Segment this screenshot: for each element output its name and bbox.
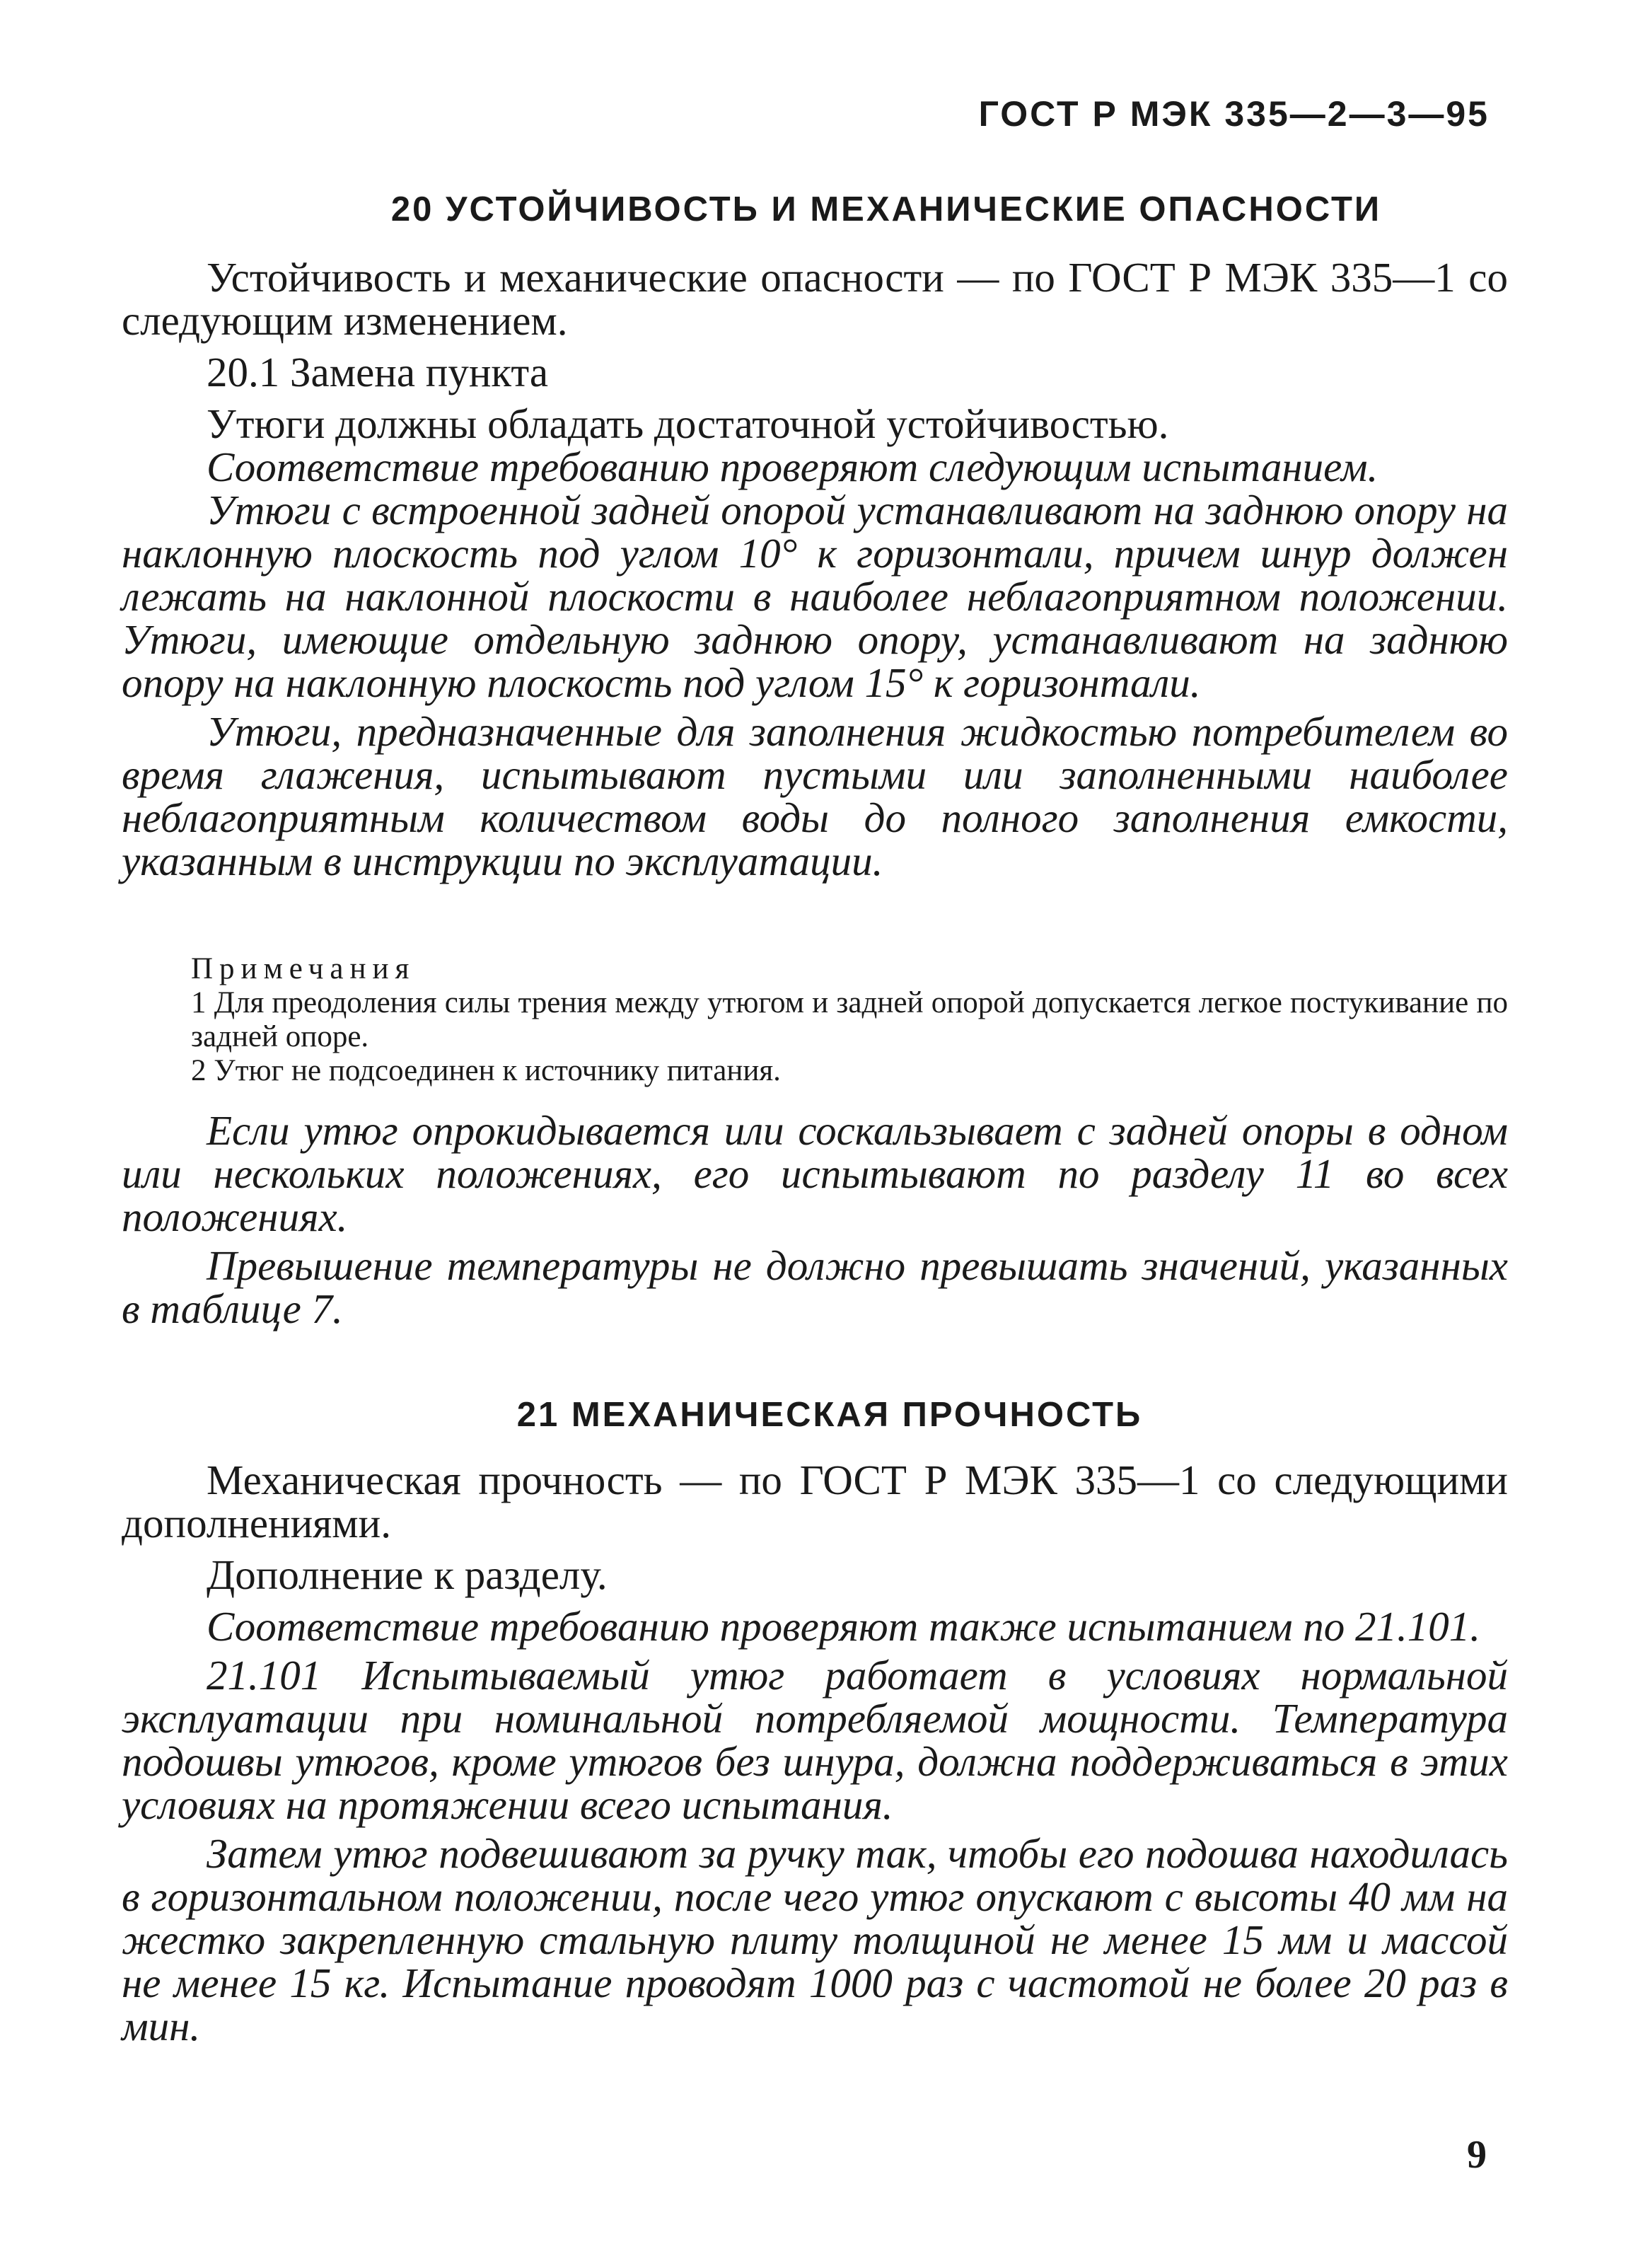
paragraph-temperature-rise: Превышение температуры не должно превышать значений, указанных в таблице 7. bbox=[122, 1242, 1508, 1332]
notes-block bbox=[191, 952, 1508, 1088]
section-20-heading: 20 УСТОЙЧИВОСТЬ И МЕХАНИЧЕСКИЕ ОПАСНОСТИ bbox=[390, 190, 1382, 228]
paragraph-stability-requirement: Утюги должны обладать достаточной устойчивостью. bbox=[207, 400, 1169, 447]
paragraph-compliance-also: Соответствие требованию проверяют также испытанием по 21.101. bbox=[207, 1603, 1481, 1650]
section-20-intro: Устойчивость и механические опасности — по ГОСТ Р МЭК 335—1 со следующим изменением. bbox=[122, 254, 1508, 344]
paragraph-section-addition: Дополнение к разделу. bbox=[207, 1551, 608, 1598]
clause-21-101: 21.101 Испытываемый утюг работает в условиях нормальной эксплуатации при номинальной потребляемой мощности. Температура подошвы утюгов, кроме утюгов без шнура, должна поддерживаться в этих условиях на протяжении всего испытания. bbox=[122, 1652, 1508, 1828]
paragraph-rear-support-test: Утюги с встроенной задней опорой устанавливают на заднюю опору на наклонную плоскость под углом 10° к горизонтали, причем шнур должен лежать на наклонной плоскости в наиболее неблагоприятном положении. Утюги, имеющие отдельную заднюю опору, устанавливают на заднюю опору на наклонную плоскость под углом 15° к горизонтали. bbox=[122, 487, 1508, 706]
paragraph-liquid-fill-test: Утюги, предназначенные для заполнения жидкостью потребителем во время глажения, испытывают пустыми или заполненными наиболее неблагоприятным количеством воды до полного заполнения емкости, указанным в инструкции по эксплуатации. bbox=[122, 708, 1508, 884]
notes-title: Примечания bbox=[191, 952, 416, 985]
section-21-heading: 21 МЕХАНИЧЕСКАЯ ПРОЧНОСТЬ bbox=[516, 1396, 1143, 1434]
paragraph-tip-over-test: Если утюг опрокидывается или соскальзывает с задней опоры в одном или нескольких положениях, его испытывают по разделу 11 во всех положениях. bbox=[122, 1107, 1508, 1240]
section-20-body-continued bbox=[122, 1109, 1508, 1331]
note-1 bbox=[191, 986, 1508, 1054]
note-1-text: 1 Для преодоления силы трения между утюгом и задней опорой допускается легкое постукивание по задней опоре. bbox=[191, 986, 1508, 1053]
clause-20-1-title: 20.1 Замена пункта bbox=[207, 349, 549, 395]
section-20-body bbox=[122, 256, 1508, 883]
page-number: 9 bbox=[1467, 2133, 1487, 2177]
section-21-intro: Механическая прочность — по ГОСТ Р МЭК 335—1 со следующими дополнениями. bbox=[122, 1457, 1508, 1546]
paragraph-compliance-check: Соответствие требованию проверяют следующим испытанием. bbox=[207, 444, 1378, 490]
document-code-header: ГОСТ Р МЭК 335—2—3—95 bbox=[978, 94, 1490, 134]
note-2: 2 Утюг не подсоединен к источнику питания. bbox=[191, 1054, 781, 1087]
paragraph-drop-test: Затем утюг подвешивают за ручку так, чтобы его подошва находилась в горизонтальном положении, после чего утюг опускают с высоты 40 мм на жестко закрепленную стальную плиту толщиной не менее 15 мм и массой не менее 15 кг. Испытание проводят 1000 раз с частотой не более 20 раз в мин. bbox=[122, 1830, 1508, 2049]
section-21-body bbox=[122, 1459, 1508, 2048]
